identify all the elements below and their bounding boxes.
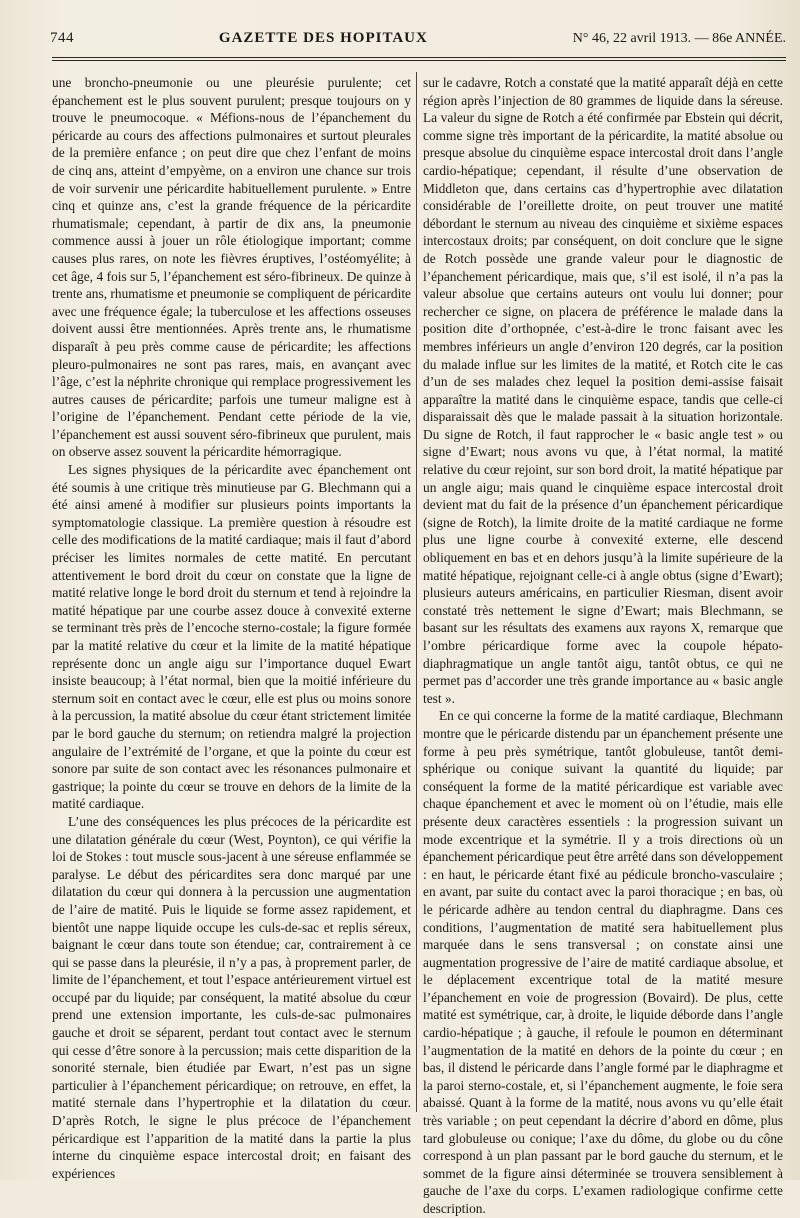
paragraph: sur le cadavre, Rotch a constaté que la matité apparaît déjà en cette région après l’injection de 80 grammes de liquide dans la séreuse. La valeur du signe de Rotch a été confirmée par Ebstein qui décrit, comme signe très important de la péricardite, la matité absolue ou presque absolue du cinquième espace intercostal droit dans l’angle cardio-hépatique; cependant, il résulte d’une observation de Middleton que, dans certains cas d’hypertrophie avec dilatation considérable de l’oreillette droite, on peut trouver une matité débordant le sternum au niveau des cinquième et sixième espaces intercostaux droits; par conséquent, on doit conclure que le signe de Rotch possède une grande valeur pour le diagnostic de l’épanchement péricardique, mais que, s’il est isolé, il n’a pas la valeur absolue que certains auteurs ont voulu lui donner; pour rechercher ce signe, on placera de préférence le malade dans la position dite d’orthopnée, c’est-à-dire le tronc faisant avec les membres inférieurs un angle d’environ 120 degrés, car la position du malade influe sur les limites de la matité, et Rotch cite le cas d’un de ses malades chez lequel la position demi-assise faisait apparaître la matité dans le cinquième espace, tandis que celle-ci disparaissait dès que le malade passait à la situation horizontale. Du signe de Rotch, il faut rapprocher le « basic angle test » ou signe d’Ewart; nous avons vu que, à l’état normal, la matité relative du cœur rejoint, sur son bord droit, la matité hépatique par un angle aigu; mais quand le cinquième espace intercostal droit devient mat du fait de la présence d’un épanchement péricardique (signe de Rotch), la limite droite de la matité cardiaque ne forme plus une ligne courbe à convexité externe, elle descend obliquement en bas et en dehors jusqu’à la limite supérieure de la matité hépatique, rejoignant celle-ci à angle obtus (signe d’Ewart); plusieurs auteurs américains, en particulier Riesman, disent avoir constaté très nettement le signe d’Ewart; mais Blechmann, se basant sur les résultats des examens aux rayons X, remarque que l’ombre péricardique forme avec la coupole hépato-diaphragmatique un angle tantôt aigu, tantôt obtus, ce qui ne permet pas d’accorder une très grande importance au « basic angle test ».	[423, 75, 783, 706]
header-rule-top	[52, 57, 786, 58]
page-number: 744	[50, 30, 74, 46]
paragraph: une broncho-pneumonie ou une pleurésie purulente; cet épanchement est le plus souvent purulent; presque toujours on y trouve le pneumocoque. « Méfions-nous de l’épanchement du péricarde au cours des affections pulmonaires et surtout pleurales de la première enfance ; on peut dire que chez l’enfant de moins de cinq ans, atteint d’empyème, on a environ une chance sur trois de voir survenir une péricardite habituellement purulente. » Entre cinq et quinze ans, c’est la grande fréquence de la péricardite rhumatismale; cependant, à partir de dix ans, la pneumonie commence aussi à jouer un rôle étiologique important; comme causes plus rares, on note les fièvres éruptives, l’ostéomyélite; à cet âge, 4 fois sur 5, l’épanchement est séro-fibrineux. De quinze à trente ans, rhumatisme et pneumonie se compliquent de péricardite avec une fréquence égale; la tuberculose et les affections osseuses doivent aussi être mentionnées. Après trente ans, le rhumatisme disparaît à peu près comme cause de péricardite; les affections pleuro-pulmonaires ne sont pas rares, mais, en avançant avec l’âge, c’est la néphrite chronique qui remplace progressivement les autres causes de péricardite; parfois une tumeur maligne est à l’origine de l’épanchement. Pendant cette période de la vie, l’épanchement est aussi souvent séro-fibrineux que purulent, mais on observe assez souvent la péricardite hémorragique.	[52, 75, 411, 460]
column-divider	[416, 72, 417, 1112]
paragraph: En ce qui concerne la forme de la matité cardiaque, Blechmann montre que le péricarde distendu par un épanchement présente une forme à peu près symétrique, tantôt globuleuse, tantôt demi-sphérique ou conique suivant la quantité du liquide; par conséquent la forme de la matité péricardique est variable avec chaque épanchement et avec le moment où on l’étudie, mais elle présente deux caractères essentiels : la progression suivant un mode excentrique et la symétrie. Il y a trois directions où un épanchement péricardique peut être arrêté dans son développement : en haut, le péricarde étant fixé au pédicule broncho-vasculaire ; en avant, par suite du contact avec la paroi thoracique ; en bas, où le péricarde adhère au tendon central du diaphragme. Dans ces conditions, l’augmentation de matité sera habituellement plus marquée dans le sens transversal ; on constate ainsi une augmentation progressive de l’aire de matité cardiaque absolue, et le déplacement excentrique total de la matité mesure l’épanchement en voie de progression (Bovaird). De plus, cette matité est symétrique, car, à droite, le liquide déborde dans l’angle cardio-hépatique ; à gauche, il refoule le poumon en déterminant l’augmentation de la matité en dehors de la pointe du cœur ; en bas, il distend le péricarde dans l’angle formé par le diaphragme et la paroi sterno-costale, et, si l’épanchement augmente, le foie sera abaissé. Quant à la forme de la matité, nous avons vu qu’elle était très variable ; on peut cependant la décrire d’abord en dôme, plus tard globuleuse ou conique; l’axe du dôme, du globe ou du cône correspond à un plan passant par le bord gauche du sternum, et le sommet de la figure ainsi déterminée se trouvera sensiblement à gauche de l’axe du corps. L’examen radiologique confirme cette description.	[423, 708, 783, 1216]
left-column	[52, 74, 411, 1182]
paragraph: L’une des conséquences les plus précoces de la péricardite est une dilatation générale du cœur (West, Poynton), ce qui vérifie la loi de Stokes : tout muscle sous-jacent à une séreuse enflammée se paralyse. Le début des péricardites sera donc marqué par une dilatation du cœur qui donnera à la percussion une augmentation de l’aire de matité. Puis le liquide se forme assez rapidement, et bientôt une nappe liquide occupe les culs-de-sac et replis séreux, baignant le cœur dans toute son étendue; car, contrairement à ce qui se passe dans la pleurésie, il n’y a pas, à proprement parler, de limite de l’épanchement, et tout l’espace antérieurement virtuel est occupé par du liquide; par conséquent, la matité absolue du cœur prend une extension importante, les culs-de-sac pulmonaires gauche et droit se séparent, perdant tout contact avec le sternum qui cesse d’être sonore à la percussion; mais cette disparition de la sonorité sternale, bien étudiée par Ewart, n’est pas un signe particulier à l’épanchement péricardique; on retrouve, en effet, la matité sternale dans l’hypertrophie et la dilatation du cœur. D’après Rotch, le signe le plus précoce de l’épanchement péricardique est l’apparition de la matité dans la partie la plus interne du cinquième espace intercostal droit; en faisant des expériences	[52, 813, 411, 1181]
issue-info: N° 46, 22 avril 1913. — 86e ANNÉE.	[572, 31, 786, 46]
paragraph: Les signes physiques de la péricardite avec épanchement ont été soumis à une critique très minutieuse par G. Blechmann qui a été ainsi amené à modifier sur plusieurs points importants la symptomatologie classique. La première question à résoudre est celle des modifications de la matité cardiaque; mais il faut d’abord préciser les limites normales de cette matité. En percutant attentivement le bord droit du cœur on constate que la ligne de matité relative longe le bord droit du sternum et tend à rejoindre la matité hépatique par une courbe assez douce à convexité externe se terminant très près de l’encoche sterno-costale; la figure formée par la matité relative du cœur et la limite de la matité hépatique représente donc un angle aigu sur l’importance duquel Ewart insiste beaucoup; à l’état normal, bien que la moitié inférieure du sternum soit en contact avec le cœur, elle est plus ou moins sonore à la percussion, la matité absolue du cœur étant strictement limitée par le bord gauche du sternum; on retiendra malgré la projection angulaire de l’extrémité de l’organe, et que la pointe du cœur est sonore par suite de son contact avec les résonances pulmonaire et gastrique; la pointe du cœur se trouve en dehors de la limite de la matité cardiaque.	[52, 462, 411, 812]
page-header	[50, 30, 786, 54]
journal-title: GAZETTE DES HOPITAUX	[218, 30, 428, 46]
right-column	[423, 74, 783, 1218]
header-rule-bottom	[52, 60, 786, 61]
